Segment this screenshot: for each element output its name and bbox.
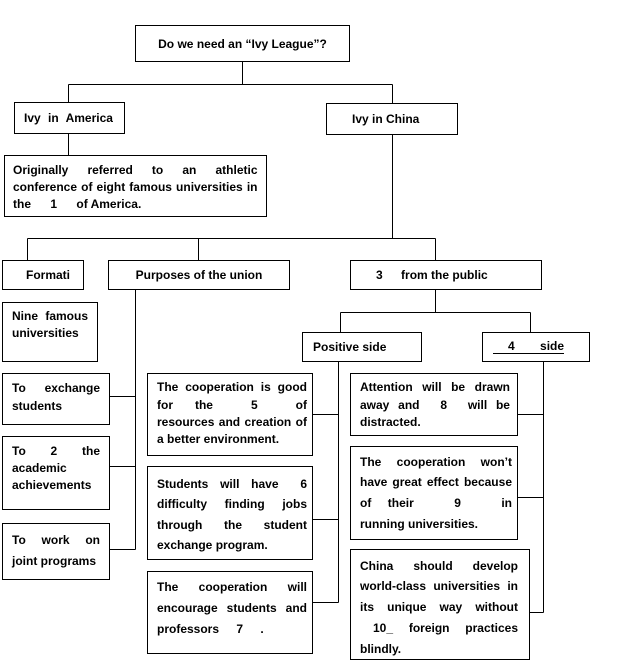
purpose-item-3-text: To work on joint programs	[12, 532, 100, 568]
formation-box	[2, 260, 84, 290]
negative-2-after: in running universities.	[360, 496, 512, 531]
purposes-label: Purposes of the union	[135, 268, 263, 282]
positive-point-2-text	[157, 474, 307, 556]
blank-1: 1	[50, 196, 58, 211]
negative-point-3-box	[350, 549, 530, 660]
blank-10: 10_	[373, 620, 394, 635]
negative-point-3-text	[360, 556, 518, 660]
positive-point-3-box	[147, 571, 313, 654]
purpose-item-2-box	[2, 436, 110, 510]
china-box	[326, 103, 458, 135]
purpose-2-after: the academic achievements	[12, 443, 100, 492]
negative-point-2-box	[350, 446, 518, 540]
positive-point-2-box	[147, 466, 313, 560]
negative-2-before: The cooperation won’t have great effect because of their	[360, 454, 512, 511]
negative-side-box	[482, 332, 590, 362]
definition-after: of America.	[76, 196, 142, 211]
purpose-2-before: To	[12, 443, 26, 458]
page-title: Do we need an “Ivy League”?	[158, 36, 327, 51]
purpose-item-3-box	[2, 523, 110, 580]
purpose-item-2-text	[12, 443, 100, 494]
china-label: Ivy in China	[352, 112, 420, 126]
title-box	[135, 25, 350, 62]
america-definition-box	[4, 155, 267, 217]
blank-3: 3	[376, 268, 383, 282]
negative-1-before: Attention will be drawn away and	[360, 380, 510, 412]
negative-side-underlined-label	[493, 340, 564, 354]
positive-2-after: difficulty finding jobs through the student exchange program.	[157, 497, 307, 553]
purposes-box	[108, 260, 290, 290]
positive-side-box	[302, 332, 422, 362]
negative-point-1-text	[360, 379, 510, 432]
formation-detail-box	[2, 302, 98, 362]
positive-3-after: .	[260, 621, 264, 636]
blank-4: 4	[508, 339, 515, 353]
negative-point-1-box	[350, 373, 518, 436]
positive-2-before: Students will have	[157, 476, 279, 491]
blank-8: 8	[440, 397, 447, 412]
definition-before: Originally referred to an athletic conference of eight famous universities in the	[13, 162, 258, 211]
blank-9: 9	[454, 496, 461, 511]
positive-1-before: The cooperation is good for the	[157, 380, 307, 412]
negative-3-before: China should develop world-class universities in its unique way without	[360, 558, 518, 615]
response-box	[350, 260, 542, 290]
formation-detail-text: Nine famous universities	[12, 308, 88, 340]
positive-point-1-box	[147, 373, 313, 456]
purpose-item-1-box	[2, 373, 110, 425]
positive-1-after: of resources and creation of a better environment.	[157, 397, 307, 447]
negative-side-label: side	[540, 339, 565, 353]
positive-point-3-text	[157, 577, 307, 640]
blank-2: 2	[50, 443, 58, 458]
blank-7: 7	[236, 621, 244, 636]
purpose-item-1-text: To exchange students	[12, 381, 100, 413]
positive-side-label: Positive side	[313, 340, 387, 354]
blank-6: 6	[300, 476, 307, 491]
negative-3-after: foreign practices blindly.	[360, 620, 518, 656]
negative-1-after: will be distracted.	[360, 397, 510, 430]
america-box	[14, 102, 125, 134]
blank-5: 5	[250, 397, 258, 412]
formation-label: Formati	[26, 268, 71, 282]
america-label: Ivy in America	[24, 111, 113, 125]
america-definition-text	[13, 162, 258, 213]
positive-3-before: The cooperation will encourage students and professors	[157, 579, 307, 636]
positive-point-1-text	[157, 379, 307, 448]
response-label: from the public	[401, 268, 488, 282]
negative-point-2-text	[360, 452, 512, 535]
